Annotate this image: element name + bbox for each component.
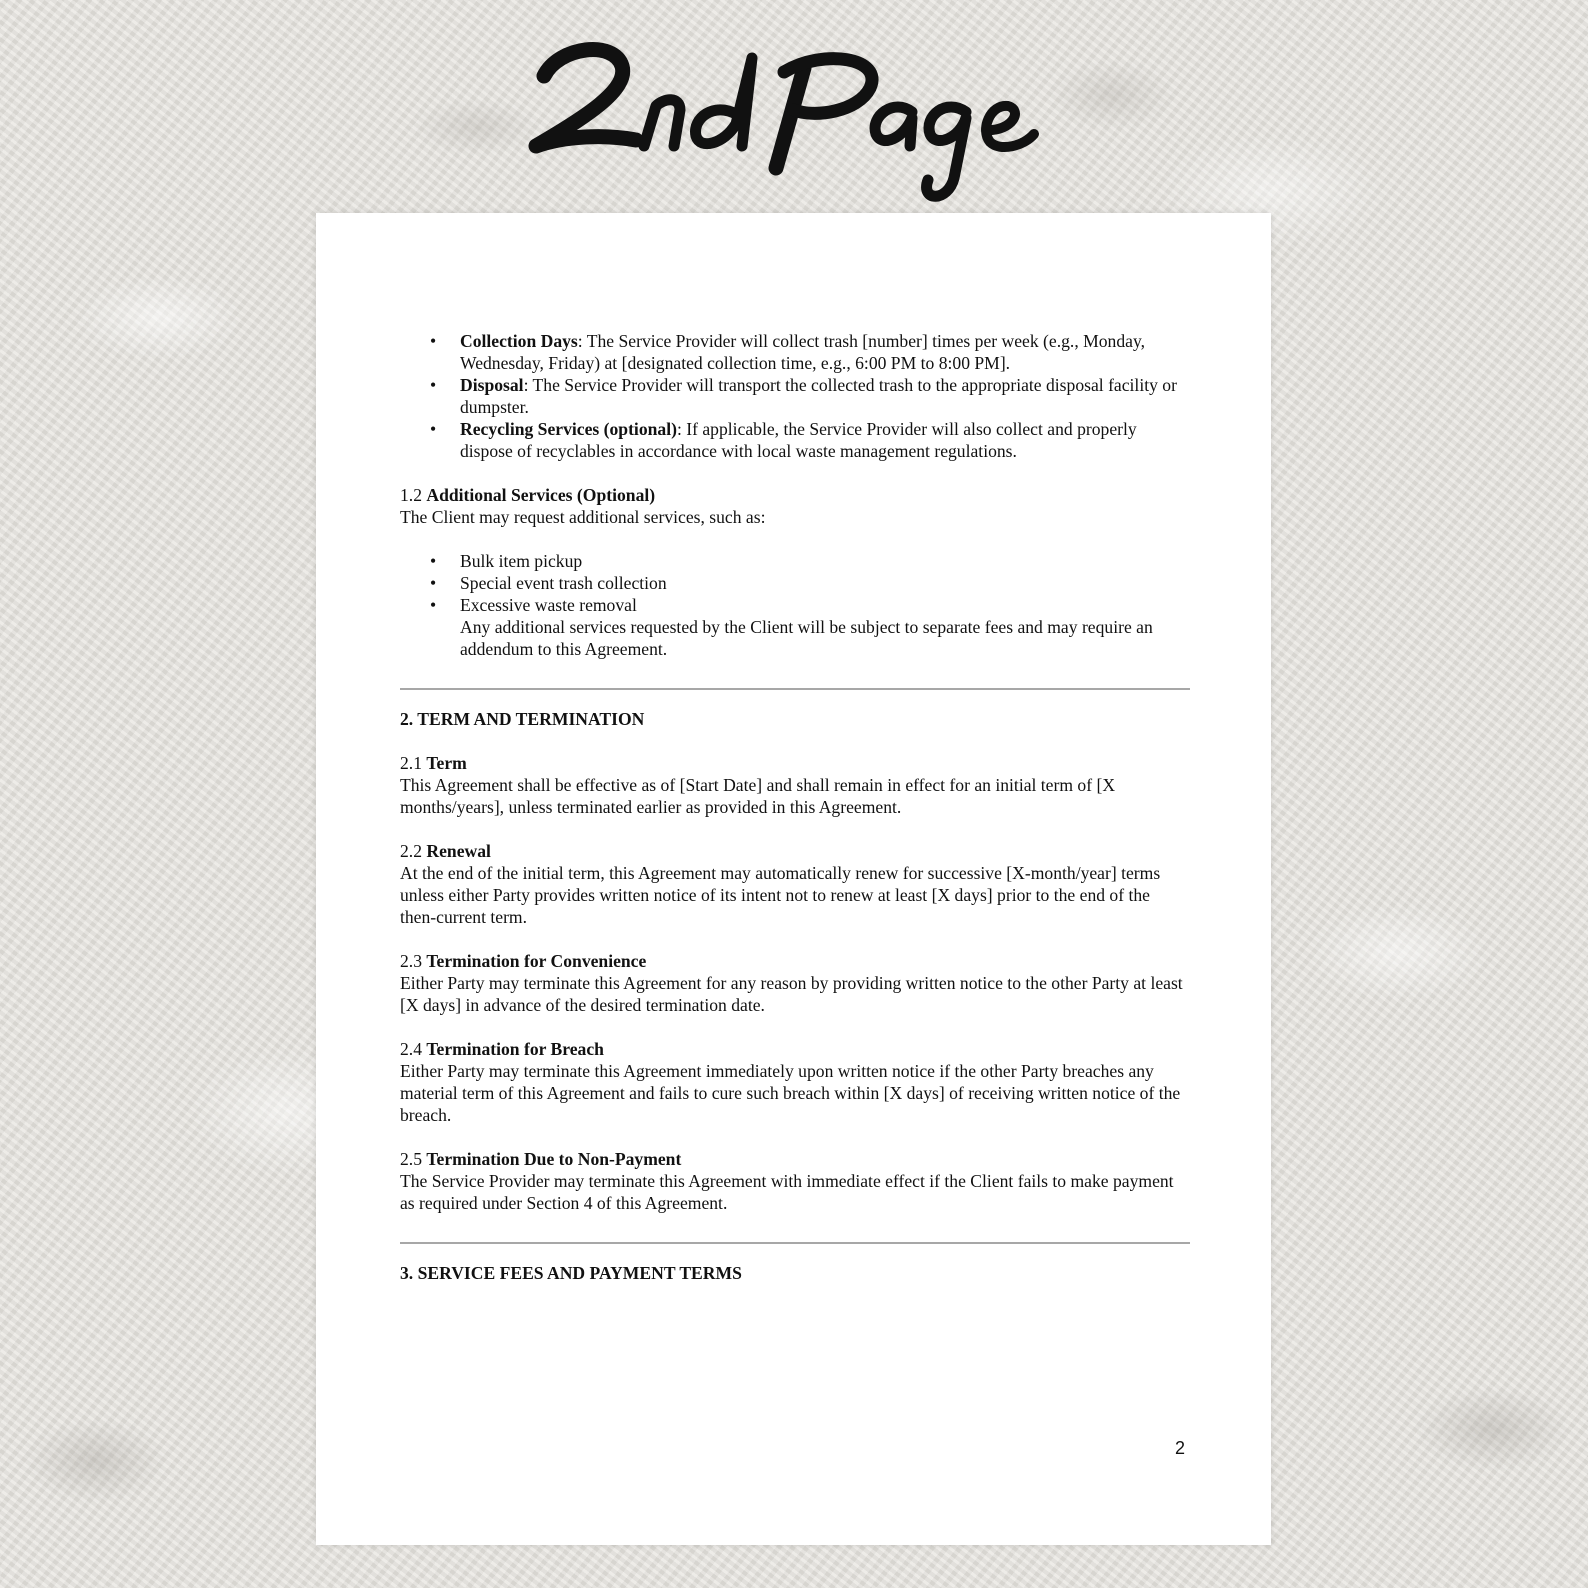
section-divider [400,688,1190,690]
bullet-term: Recycling Services (optional) [460,419,677,439]
section-divider [400,1242,1190,1244]
clause-text: This Agreement shall be effective as of [Start Date] and shall remain in effect for an initial term of [X months/years], unless terminated earlier as provided in this Agreement. [400,775,1116,817]
page-number: 2 [1174,1438,1185,1458]
section-heading: 3. SERVICE FEES AND PAYMENT TERMS [400,1263,742,1283]
clause-number: 2.3 [400,951,427,971]
list-item [400,418,1190,462]
clause-number: 2.4 [400,1039,427,1059]
list-item [400,572,1190,594]
additional-services-list [400,550,1190,660]
clause-heading [400,752,1190,774]
clause-intro: The Client may request additional services, such as: [400,507,766,527]
list-item-text: Bulk item pickup [460,551,583,571]
list-item-text: Special event trash collection [460,573,667,593]
clause-text: Either Party may terminate this Agreement for any reason by providing written notice to the other Party at least [X days] in advance of the desired termination date. [400,973,1183,1015]
clause-title: Additional Services (Optional) [426,485,656,505]
clause-heading [400,1148,1190,1170]
services-bullet-list [400,330,1190,462]
section-heading: 2. TERM AND TERMINATION [400,709,645,729]
clause-text: Either Party may terminate this Agreement immediately upon written notice if the other Party breaches any material term of this Agreement and fails to cure such breach within [X days] of receiving written notice of the breach. [400,1061,1181,1125]
clause-heading [400,840,1190,862]
bullet-icon: • [430,551,437,571]
bullet-text: : If applicable, the Service Provider will also collect and properly dispose of recyclables in accordance with local waste management regulations. [460,419,1137,461]
clause-title: Termination for Convenience [426,951,647,971]
headline [0,18,1588,208]
clause-title: Term [426,753,467,773]
clause-number: 2.1 [400,753,427,773]
clause-number: 2.5 [400,1149,427,1169]
clause-number: 1.2 [400,485,427,505]
clause-text: At the end of the initial term, this Agreement may automatically renew for successive [X-month/year] terms unless either Party provides written notice of its intent not to renew at least [X days] prior to the end of the then-current term. [400,863,1161,927]
bullet-text: : The Service Provider will collect trash [number] times per week (e.g., Monday, Wednesday, Friday) at [designated collection time, e.g., 6:00 PM to 8:00 PM]. [460,331,1146,373]
document-page [316,213,1271,1545]
bullet-text: : The Service Provider will transport the collected trash to the appropriate disposal facility or dumpster. [460,375,1177,417]
bullet-icon: • [430,573,437,593]
bullet-icon: • [430,331,437,351]
bullet-icon: • [430,595,437,615]
document-content [400,330,1190,1284]
headline-brush-lettering [514,18,1074,208]
bullet-icon: • [430,375,437,395]
clause-heading [400,1038,1190,1060]
clause-title: Renewal [426,841,491,861]
bullet-term: Collection Days [460,331,578,351]
clause-text: The Service Provider may terminate this Agreement with immediate effect if the Client fails to make payment as required under Section 4 of this Agreement. [400,1171,1174,1213]
list-item [400,330,1190,374]
clause-number: 2.2 [400,841,427,861]
clause-heading [400,950,1190,972]
list-item [400,550,1190,572]
clause-title: Termination Due to Non-Payment [426,1149,682,1169]
list-item [400,374,1190,418]
list-item-text: Excessive waste removal [460,595,637,615]
bullet-term: Disposal [460,375,524,395]
clause-title: Termination for Breach [426,1039,604,1059]
list-item [400,594,1190,660]
clause-heading [400,484,1190,506]
additional-services-note: Any additional services requested by the Client will be subject to separate fees and may require an addendum to this Agreement. [460,617,1153,659]
bullet-icon: • [430,419,437,439]
